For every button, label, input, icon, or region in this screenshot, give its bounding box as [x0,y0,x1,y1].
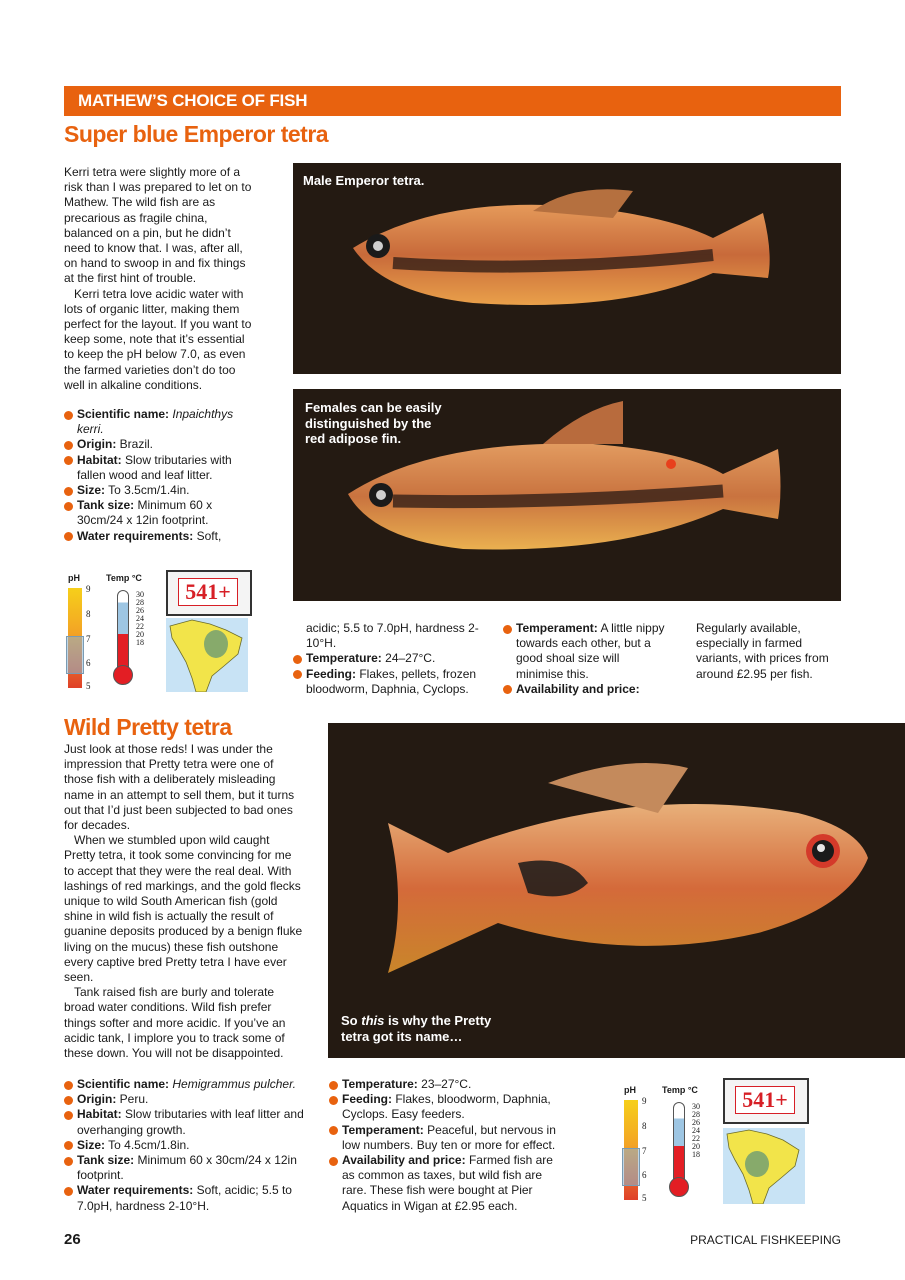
paragraph: Kerri tetra love acidic water with lots of organic litter, making them perfect for the layout. If you want to keep some, note that it’s essential to keep the pH below 7.0, as even the farmed varieties don’t do too well in alkaline conditions. [64,286,252,392]
fact-item: Habitat: Slow tributaries with leaf litter and overhanging growth. [64,1107,304,1137]
fact-item: Temperature: 23–27°C. [329,1077,559,1092]
thermometer-icon [673,1102,685,1182]
fish-image [328,723,905,1058]
fact-item: Availability and price: Farmed fish are as common as taxes, but wild fish are rare. These fish were bought at Pier Aquatics in Wigan at £2.95 each. [329,1153,559,1214]
paragraph: Tank raised fish are burly and tolerate broad water conditions. Wild fish prefer things softer and more acidic. If you’ve an acidic tank, I implore you to track some of these down. You will not be disappointed. [64,985,286,1061]
temp-tick: 22 [136,622,144,631]
temp-tick: 20 [692,1142,700,1151]
ph-range [66,636,84,674]
section1-body [64,165,254,393]
temp-tick: 20 [136,630,144,639]
temp-tick: 26 [136,606,144,615]
ph-tick: 8 [86,609,91,619]
banner-label: MATHEW’S CHOICE OF FISH [78,91,308,110]
temp-tick: 22 [692,1134,700,1143]
ph-tick: 6 [86,658,91,668]
ph-tick: 8 [642,1121,647,1131]
thermometer-icon [117,590,129,670]
ph-scale [624,1100,638,1200]
temp-tick: 30 [692,1102,700,1111]
fact-item: Tank size: Minimum 60 x 30cm/24 x 12in footprint. [64,1153,304,1183]
temp-tick: 24 [692,1126,700,1135]
photo-pretty-tetra [328,723,905,1058]
temp-tick: 18 [692,1150,700,1159]
ph-label: pH [624,1085,636,1095]
temp-tick: 18 [136,638,144,647]
tank-icon [723,1078,809,1124]
fact-item: Origin: Peru. [64,1092,304,1107]
fact-continuation: acidic; 5.5 to 7.0pH, hardness 2-10°H. [306,621,479,651]
ph-tick: 6 [642,1170,647,1180]
fact-item: Origin: Brazil. [64,437,244,452]
fact-item: Temperament: Peaceful, but nervous in low numbers. Buy ten or more for effect. [329,1123,559,1153]
ph-tick: 9 [86,584,91,594]
ph-tick: 5 [642,1193,647,1203]
section1-col2 [293,621,483,697]
ph-scale [68,588,82,688]
magazine-name: PRACTICAL FISHKEEPING [690,1233,841,1247]
temp-tick: 30 [136,590,144,599]
fish-image [293,163,841,374]
paragraph: When we stumbled upon wild caught Pretty tetra, it took some convincing for me to accept that they were the real deal. With lashings of red markings, and the gold flecks unique to wild South American fish (gold shine in wild fish is actually the result of guanine deposits produced by a benign fluke living on the mucus) these fish outshone every captive bred Pretty tetra I have ever seen. [64,833,303,985]
ph-label: pH [68,573,80,583]
photo-caption: Male Emperor tetra. [303,173,425,188]
temp-tick: 26 [692,1118,700,1127]
fact-item: Scientific name: Hemigrammus pulcher. [64,1077,304,1092]
tank-icon [166,570,252,616]
section1-title: Super blue Emperor tetra [64,121,329,147]
temp-tick: 28 [136,598,144,607]
map-icon [723,1128,805,1204]
fact-item: Size: To 3.5cm/1.4in. [64,483,244,498]
tank-size-label: 541+ [178,578,238,606]
photo-male-emperor-tetra [293,163,841,374]
section-banner [64,86,841,116]
ph-range [622,1148,640,1186]
section2-facts [64,1077,304,1214]
fact-item: Water requirements: Soft, acidic; 5.5 to 7.0pH, hardness 2-10°H. [64,1183,304,1213]
section2-col2 [329,1077,559,1214]
south-america-map [166,618,248,692]
section2-body [64,742,304,1061]
photo-caption: So this is why the Pretty tetra got its name… [341,1013,492,1044]
fact-item: Water requirements: Soft, [64,529,244,544]
photo-female-emperor-tetra [293,389,841,601]
temp-tick: 28 [692,1110,700,1119]
fact-item: Habitat: Slow tributaries with fallen wood and leaf litter. [64,453,244,483]
temp-label: Temp °C [662,1085,698,1095]
fact-item: Scientific name: Inpaichthys kerri. [64,407,244,437]
section1-facts [64,407,244,544]
paragraph: Kerri tetra were slightly more of a risk than I was prepared to let on to Mathew. The wild fish are as precarious as fragile china, balanced on a pin, but he didn’t need to know that. I was, after all, on hand to swoop in and fix things at the first hint of trouble. [64,165,252,286]
fact-item: Size: To 4.5cm/1.8in. [64,1138,304,1153]
fact-item: Temperature: 24–27°C. [293,651,483,666]
fact-item: Feeding: Flakes, bloodworm, Daphnia, Cyclops. Easy feeders. [329,1092,559,1122]
paragraph: Just look at those reds! I was under the impression that Pretty tetra were one of those fish with a deliberately misleading name in an attempt to sell them, but it turns out that I’d just been subjected to bad ones for decades. [64,742,295,833]
fact-item: Availability and price: [503,682,668,697]
fact-item: Feeding: Flakes, pellets, frozen bloodworm, Daphnia, Cyclops. [293,667,483,697]
map-icon [166,618,248,692]
section2-title: Wild Pretty tetra [64,714,232,740]
fact-item: Tank size: Minimum 60 x 30cm/24 x 12in footprint. [64,498,244,528]
fact-item: Temperament: A little nippy towards each other, but a good shoal size will minimise this. [503,621,668,682]
temp-tick: 24 [136,614,144,623]
photo-caption: Females can be easily distinguished by the red adipose fin. [305,400,442,446]
ph-tick: 5 [86,681,91,691]
tank-size-label: 541+ [735,1086,795,1114]
care-infographic [620,1080,815,1205]
ph-tick: 9 [642,1096,647,1106]
ph-tick: 7 [642,1146,647,1156]
south-america-map [723,1128,805,1204]
ph-tick: 7 [86,634,91,644]
page-number: 26 [64,1231,81,1248]
temp-label: Temp °C [106,573,142,583]
care-infographic [64,568,254,693]
section1-col4: Regularly available, especially in farmed variants, with prices from around £2.95 per fish. [696,621,829,681]
thermometer-bulb-icon [113,665,133,685]
section1-col3 [503,621,668,697]
thermometer-bulb-icon [669,1177,689,1197]
